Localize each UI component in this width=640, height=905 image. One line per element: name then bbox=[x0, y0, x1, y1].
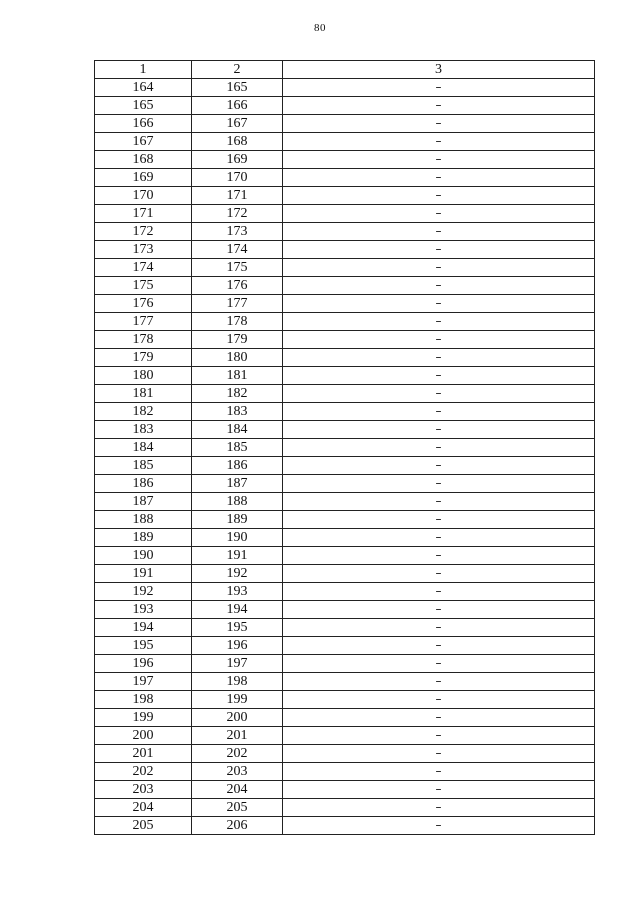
cell-col-1: 173 bbox=[95, 241, 192, 259]
cell-col-2: 199 bbox=[192, 691, 283, 709]
table-row bbox=[95, 169, 595, 187]
cell-col-1: 175 bbox=[95, 277, 192, 295]
cell-col-1: 198 bbox=[95, 691, 192, 709]
table-row bbox=[95, 205, 595, 223]
table-row bbox=[95, 421, 595, 439]
header-row bbox=[95, 61, 595, 79]
column-header-1: 1 bbox=[95, 61, 192, 79]
cell-col-3: – bbox=[283, 601, 595, 619]
cell-col-1: 170 bbox=[95, 187, 192, 205]
cell-col-1: 180 bbox=[95, 367, 192, 385]
cell-col-3: – bbox=[283, 79, 595, 97]
cell-col-1: 184 bbox=[95, 439, 192, 457]
table-row bbox=[95, 313, 595, 331]
cell-col-2: 181 bbox=[192, 367, 283, 385]
table-row bbox=[95, 223, 595, 241]
cell-col-3: – bbox=[283, 277, 595, 295]
cell-col-2: 188 bbox=[192, 493, 283, 511]
cell-col-1: 202 bbox=[95, 763, 192, 781]
cell-col-2: 189 bbox=[192, 511, 283, 529]
cell-col-2: 182 bbox=[192, 385, 283, 403]
cell-col-3: – bbox=[283, 583, 595, 601]
table-row bbox=[95, 187, 595, 205]
cell-col-1: 172 bbox=[95, 223, 192, 241]
table-row bbox=[95, 745, 595, 763]
table-row bbox=[95, 691, 595, 709]
cell-col-1: 181 bbox=[95, 385, 192, 403]
cell-col-3: – bbox=[283, 781, 595, 799]
table-row bbox=[95, 781, 595, 799]
table-row bbox=[95, 493, 595, 511]
cell-col-3: – bbox=[283, 295, 595, 313]
cell-col-2: 192 bbox=[192, 565, 283, 583]
cell-col-1: 177 bbox=[95, 313, 192, 331]
cell-col-2: 196 bbox=[192, 637, 283, 655]
cell-col-1: 186 bbox=[95, 475, 192, 493]
cell-col-3: – bbox=[283, 205, 595, 223]
cell-col-1: 203 bbox=[95, 781, 192, 799]
cell-col-3: – bbox=[283, 619, 595, 637]
column-header-2: 2 bbox=[192, 61, 283, 79]
table-row bbox=[95, 97, 595, 115]
cell-col-2: 186 bbox=[192, 457, 283, 475]
table-row bbox=[95, 511, 595, 529]
cell-col-3: – bbox=[283, 223, 595, 241]
table-body bbox=[95, 79, 595, 835]
cell-col-3: – bbox=[283, 565, 595, 583]
cell-col-3: – bbox=[283, 331, 595, 349]
column-header-3: 3 bbox=[283, 61, 595, 79]
cell-col-2: 180 bbox=[192, 349, 283, 367]
cell-col-1: 174 bbox=[95, 259, 192, 277]
cell-col-1: 193 bbox=[95, 601, 192, 619]
cell-col-1: 182 bbox=[95, 403, 192, 421]
cell-col-3: – bbox=[283, 763, 595, 781]
cell-col-1: 176 bbox=[95, 295, 192, 313]
cell-col-3: – bbox=[283, 817, 595, 835]
table-row bbox=[95, 241, 595, 259]
cell-col-1: 166 bbox=[95, 115, 192, 133]
cell-col-3: – bbox=[283, 799, 595, 817]
table-row bbox=[95, 331, 595, 349]
table-row bbox=[95, 385, 595, 403]
cell-col-3: – bbox=[283, 655, 595, 673]
cell-col-1: 197 bbox=[95, 673, 192, 691]
cell-col-2: 195 bbox=[192, 619, 283, 637]
cell-col-3: – bbox=[283, 313, 595, 331]
table-row bbox=[95, 277, 595, 295]
cell-col-2: 165 bbox=[192, 79, 283, 97]
cell-col-3: – bbox=[283, 259, 595, 277]
cell-col-1: 194 bbox=[95, 619, 192, 637]
table-row bbox=[95, 817, 595, 835]
table-row bbox=[95, 349, 595, 367]
table-row bbox=[95, 637, 595, 655]
table-row bbox=[95, 727, 595, 745]
cell-col-1: 164 bbox=[95, 79, 192, 97]
table-row bbox=[95, 259, 595, 277]
cell-col-2: 187 bbox=[192, 475, 283, 493]
cell-col-2: 175 bbox=[192, 259, 283, 277]
table-row bbox=[95, 295, 595, 313]
cell-col-2: 198 bbox=[192, 673, 283, 691]
cell-col-2: 170 bbox=[192, 169, 283, 187]
cell-col-1: 190 bbox=[95, 547, 192, 565]
table-row bbox=[95, 367, 595, 385]
cell-col-2: 193 bbox=[192, 583, 283, 601]
cell-col-1: 200 bbox=[95, 727, 192, 745]
cell-col-2: 173 bbox=[192, 223, 283, 241]
cell-col-2: 176 bbox=[192, 277, 283, 295]
cell-col-1: 165 bbox=[95, 97, 192, 115]
cell-col-1: 179 bbox=[95, 349, 192, 367]
cell-col-2: 184 bbox=[192, 421, 283, 439]
cell-col-2: 185 bbox=[192, 439, 283, 457]
table-row bbox=[95, 799, 595, 817]
cell-col-3: – bbox=[283, 133, 595, 151]
cell-col-3: – bbox=[283, 403, 595, 421]
cell-col-3: – bbox=[283, 547, 595, 565]
cell-col-2: 206 bbox=[192, 817, 283, 835]
page-number: 80 bbox=[314, 22, 326, 34]
table-row bbox=[95, 79, 595, 97]
cell-col-2: 194 bbox=[192, 601, 283, 619]
data-table bbox=[94, 60, 595, 835]
cell-col-1: 199 bbox=[95, 709, 192, 727]
table-row bbox=[95, 601, 595, 619]
cell-col-2: 168 bbox=[192, 133, 283, 151]
table-row bbox=[95, 403, 595, 421]
cell-col-2: 201 bbox=[192, 727, 283, 745]
cell-col-3: – bbox=[283, 169, 595, 187]
cell-col-2: 171 bbox=[192, 187, 283, 205]
cell-col-3: – bbox=[283, 475, 595, 493]
table-row bbox=[95, 565, 595, 583]
cell-col-1: 171 bbox=[95, 205, 192, 223]
cell-col-2: 200 bbox=[192, 709, 283, 727]
cell-col-1: 196 bbox=[95, 655, 192, 673]
table-row bbox=[95, 583, 595, 601]
cell-col-2: 174 bbox=[192, 241, 283, 259]
cell-col-2: 204 bbox=[192, 781, 283, 799]
cell-col-2: 179 bbox=[192, 331, 283, 349]
cell-col-1: 189 bbox=[95, 529, 192, 547]
cell-col-1: 169 bbox=[95, 169, 192, 187]
cell-col-2: 166 bbox=[192, 97, 283, 115]
cell-col-1: 187 bbox=[95, 493, 192, 511]
cell-col-1: 168 bbox=[95, 151, 192, 169]
cell-col-3: – bbox=[283, 421, 595, 439]
table-row bbox=[95, 151, 595, 169]
cell-col-1: 201 bbox=[95, 745, 192, 763]
cell-col-1: 204 bbox=[95, 799, 192, 817]
cell-col-1: 191 bbox=[95, 565, 192, 583]
cell-col-3: – bbox=[283, 745, 595, 763]
cell-col-2: 178 bbox=[192, 313, 283, 331]
cell-col-3: – bbox=[283, 349, 595, 367]
cell-col-3: – bbox=[283, 115, 595, 133]
cell-col-3: – bbox=[283, 439, 595, 457]
cell-col-1: 195 bbox=[95, 637, 192, 655]
cell-col-1: 205 bbox=[95, 817, 192, 835]
cell-col-1: 192 bbox=[95, 583, 192, 601]
cell-col-3: – bbox=[283, 241, 595, 259]
cell-col-3: – bbox=[283, 529, 595, 547]
cell-col-3: – bbox=[283, 385, 595, 403]
cell-col-2: 205 bbox=[192, 799, 283, 817]
table-row bbox=[95, 709, 595, 727]
cell-col-2: 177 bbox=[192, 295, 283, 313]
cell-col-3: – bbox=[283, 187, 595, 205]
cell-col-2: 203 bbox=[192, 763, 283, 781]
cell-col-3: – bbox=[283, 457, 595, 475]
cell-col-2: 167 bbox=[192, 115, 283, 133]
table-row bbox=[95, 457, 595, 475]
table-row bbox=[95, 547, 595, 565]
cell-col-1: 183 bbox=[95, 421, 192, 439]
table-row bbox=[95, 655, 595, 673]
cell-col-3: – bbox=[283, 151, 595, 169]
table-row bbox=[95, 529, 595, 547]
table-row bbox=[95, 439, 595, 457]
cell-col-3: – bbox=[283, 691, 595, 709]
cell-col-3: – bbox=[283, 367, 595, 385]
cell-col-3: – bbox=[283, 493, 595, 511]
cell-col-2: 169 bbox=[192, 151, 283, 169]
cell-col-2: 190 bbox=[192, 529, 283, 547]
cell-col-2: 191 bbox=[192, 547, 283, 565]
cell-col-2: 172 bbox=[192, 205, 283, 223]
cell-col-3: – bbox=[283, 727, 595, 745]
cell-col-2: 183 bbox=[192, 403, 283, 421]
table-row bbox=[95, 673, 595, 691]
table-header bbox=[95, 61, 595, 79]
cell-col-1: 178 bbox=[95, 331, 192, 349]
cell-col-3: – bbox=[283, 709, 595, 727]
table-row bbox=[95, 763, 595, 781]
cell-col-3: – bbox=[283, 511, 595, 529]
cell-col-3: – bbox=[283, 97, 595, 115]
cell-col-1: 185 bbox=[95, 457, 192, 475]
cell-col-2: 197 bbox=[192, 655, 283, 673]
table-row bbox=[95, 475, 595, 493]
table-row bbox=[95, 619, 595, 637]
cell-col-2: 202 bbox=[192, 745, 283, 763]
cell-col-1: 188 bbox=[95, 511, 192, 529]
cell-col-3: – bbox=[283, 637, 595, 655]
cell-col-3: – bbox=[283, 673, 595, 691]
table-row bbox=[95, 133, 595, 151]
cell-col-1: 167 bbox=[95, 133, 192, 151]
table-row bbox=[95, 115, 595, 133]
